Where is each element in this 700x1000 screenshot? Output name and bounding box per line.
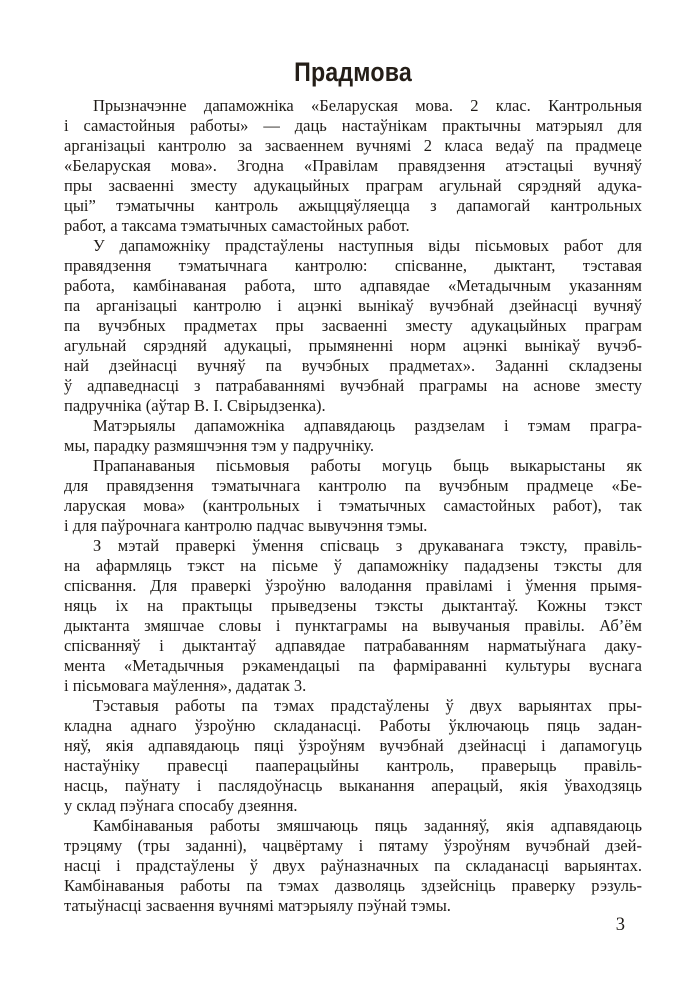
- paragraph: [64, 416, 642, 456]
- text-line: трэцяму (тры заданні), чацвёртаму і пятаму ўзроўням вучэбнай дзей-: [64, 836, 642, 855]
- text-line: і для паўрочнага кантролю падчас вывучэння тэмы.: [64, 516, 428, 535]
- text-line: Тэставыя работы па тэмах прадстаўлены ў двух варыянтах пры-: [93, 696, 642, 715]
- text-line: Прызначэнне дапаможніка «Беларуская мова. 2 клас. Кантрольныя: [93, 96, 642, 115]
- text-line: най дзейнасці вучняў па вучэбных прадметах». Заданні складзены: [64, 356, 642, 375]
- text-line: ў адпаведнасці з патрабаваннямі вучэбнай праграмы на аснове зместу: [64, 376, 642, 395]
- text-line: спісвання. Для праверкі ўзроўню валодання правіламі і ўмення прымя-: [64, 576, 642, 595]
- text-line: работа, камбінаваная работа, што адпавядае «Метадычным указанням: [64, 276, 642, 295]
- text-line: па вучэбных прадметах пры засваенні зместу адукацыйных праграм: [64, 316, 642, 335]
- text-line: арганізацыі кантролю за засваеннем вучнямі 2 класа ведаў па прадмеце: [64, 136, 642, 155]
- text-line: Камбінаваныя работы па тэмах дазволяць здзейсніць праверку рэзуль-: [64, 876, 642, 895]
- text-line: насць, паўнату і паслядоўнасць выканання аперацый, якія ўваходзяць: [64, 776, 642, 795]
- text-line: агульнай сярэдняй адукацыі, прымяненні норм ацэнкі вынікаў вучэб-: [64, 336, 642, 355]
- text-line: Матэрыялы дапаможніка адпавядаюць раздзелам і тэмам прагра-: [93, 416, 642, 435]
- text-line: дыктанта змяшчае словы і пунктаграмы на вывучаныя правілы. Аб’ём: [64, 616, 642, 635]
- text-line: па арганізацыі кантролю і ацэнкі вынікаў вучэбнай дзейнасці вучняў: [64, 296, 642, 315]
- text-line: цыі” тэматычны кантроль ажыццяўляецца з дапамогай кантрольных: [64, 196, 642, 215]
- text-line: мента «Метадычныя рэкамендацыі па фарміраванні культуры вуснага: [64, 656, 642, 675]
- text-line: і пісьмовага маўлення», дадатак 3.: [64, 676, 307, 695]
- paragraph: [64, 816, 642, 916]
- paragraph: [64, 456, 642, 536]
- text-line: правядзення тэматычнага кантролю: спісванне, дыктант, тэставая: [64, 256, 642, 275]
- text-line: настаўніку правесці пааперацыйны кантроль, праверыць правіль-: [64, 756, 642, 775]
- page-title: Прадмова: [294, 57, 412, 87]
- text-line: работ, а таксама тэматычных самастойных работ.: [64, 216, 410, 235]
- text-line: «Беларуская мова». Згодна «Правілам правядзення атэстацыі вучняў: [64, 156, 642, 175]
- text-line: кладна аднаго ўзроўню складанасці. Работы ўключаюць пяць задан-: [64, 716, 642, 735]
- text-line: на афармляць тэкст на пісьме ў дапаможніку пададзены тэксты для: [64, 556, 642, 575]
- text-line: Прапанаваныя пісьмовыя работы могуць быць выкарыстаны як: [93, 456, 642, 475]
- text-line: пры засваенні зместу адукацыйных праграм агульнай сярэдняй адука-: [64, 176, 642, 195]
- text-line: татыўнасці засваення вучнямі матэрыялу пэўнай тэмы.: [64, 896, 451, 915]
- paragraph: [64, 696, 642, 816]
- text-line: няць іх на практыцы прыведзены тэксты дыктантаў. Кожны тэкст: [64, 596, 642, 615]
- text-line: падручніка (аўтар В. І. Свірыдзенка).: [64, 396, 326, 415]
- text-line: У дапаможніку прадстаўлены наступныя віды пісьмовых работ для: [93, 236, 642, 255]
- paragraph: [64, 536, 642, 696]
- text-line: мы, парадку размяшчэння тэм у падручніку.: [64, 436, 374, 455]
- text-line: Камбінаваныя работы змяшчаюць пяць заданняў, якія адпавядаюць: [93, 816, 642, 835]
- text-line: няў, якія адпавядаюць пяці ўзроўням вучэбнай дзейнасці і дапамогуць: [64, 736, 642, 755]
- page-number: 3: [615, 915, 625, 935]
- text-line: для правядзення тэматычнага кантролю па вучэбным прадмеце «Бе-: [64, 476, 642, 495]
- text-line: насці і прадстаўлены ў двух раўназначных па складанасці варыянтах.: [64, 856, 642, 875]
- text-line: у склад пэўнага спосабу дзеяння.: [64, 796, 298, 815]
- text-line: спісванняў і дыктантаў адпавядае патрабаванням нарматыўнага даку-: [64, 636, 642, 655]
- text-line: ларуская мова» (кантрольных і тэматычных самастойных работ), так: [64, 496, 642, 515]
- text-line: З мэтай праверкі ўмення спісваць з друкаванага тэксту, правіль-: [93, 536, 642, 555]
- text-line: і самастойныя работы» — даць настаўнікам практычны матэрыял для: [64, 116, 642, 135]
- preface-text: [64, 96, 642, 916]
- paragraph: [64, 96, 642, 236]
- paragraph: [64, 236, 642, 416]
